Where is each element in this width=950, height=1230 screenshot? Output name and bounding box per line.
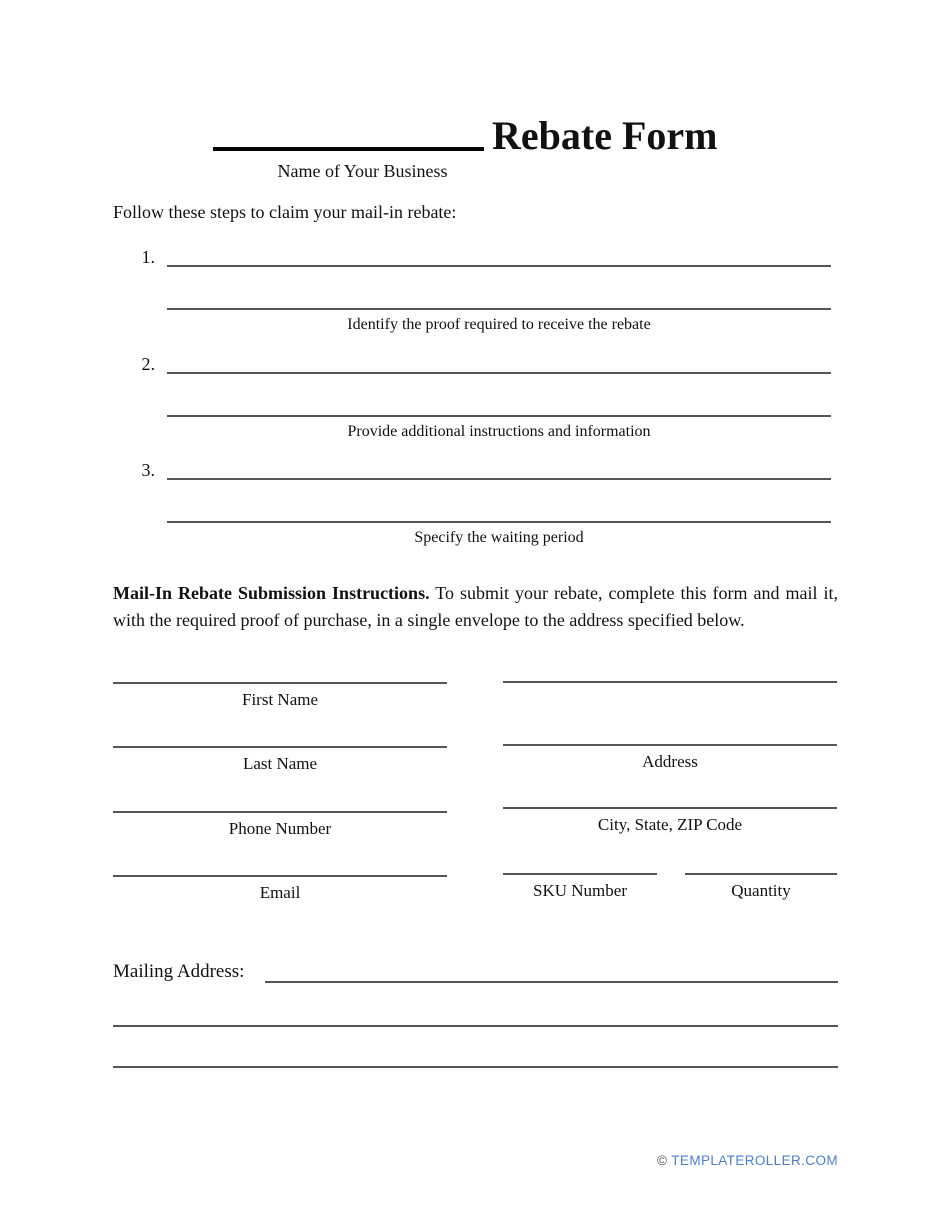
mailing-address-field[interactable] — [265, 981, 838, 983]
step-3-line-2[interactable] — [167, 480, 831, 523]
step-2-number: 2. — [141, 354, 155, 374]
step-3-line-1[interactable] — [167, 456, 831, 480]
first-name-field[interactable] — [113, 682, 447, 710]
step-1 — [113, 243, 831, 334]
submission-instructions-body: To submit your rebate, complete this form and mail it, with the required proof of purchase, in a single envelope to the address specified below. — [113, 583, 838, 630]
submission-instructions — [113, 580, 838, 634]
last-name-caption: Last Name — [242, 754, 318, 773]
copyright-symbol: © — [656, 1153, 668, 1168]
address-field-line-2[interactable] — [503, 744, 837, 772]
templateroller-link[interactable]: TEMPLATEROLLER.COM — [671, 1153, 838, 1168]
email-caption: Email — [259, 883, 301, 902]
step-3 — [113, 456, 831, 547]
business-name-field[interactable] — [213, 116, 484, 151]
step-1-number: 1. — [141, 247, 155, 267]
mailing-address-field-line-2[interactable] — [113, 1025, 838, 1027]
submission-instructions-lead: Mail-In Rebate Submission Instructions. — [113, 583, 430, 603]
mailing-address-label: Mailing Address: — [113, 961, 245, 982]
step-1-line-2[interactable] — [167, 267, 831, 310]
phone-number-caption: Phone Number — [228, 819, 332, 838]
city-state-zip-caption: City, State, ZIP Code — [597, 815, 743, 834]
last-name-field[interactable] — [113, 746, 447, 774]
sku-number-field[interactable] — [503, 873, 657, 901]
address-field-line-1[interactable] — [503, 681, 837, 683]
mailing-address-field-line-3[interactable] — [113, 1066, 838, 1068]
intro-text: Follow these steps to claim your mail-in rebate: — [113, 202, 457, 222]
step-1-line-1[interactable] — [167, 243, 831, 267]
step-3-number: 3. — [141, 460, 155, 480]
step-1-caption: Identify the proof required to receive the rebate — [347, 316, 651, 333]
step-2-line-2[interactable] — [167, 374, 831, 417]
quantity-caption: Quantity — [731, 881, 791, 900]
footer — [657, 1153, 838, 1168]
sku-number-caption: SKU Number — [533, 881, 627, 900]
city-state-zip-field[interactable] — [503, 807, 837, 835]
page-title: Rebate Form — [492, 113, 718, 158]
first-name-caption: First Name — [241, 690, 319, 709]
email-field[interactable] — [113, 875, 447, 903]
phone-number-field[interactable] — [113, 811, 447, 839]
address-caption: Address — [642, 752, 698, 771]
step-2-caption: Provide additional instructions and information — [347, 423, 651, 440]
business-name-caption: Name of Your Business — [277, 161, 448, 181]
step-2-line-1[interactable] — [167, 350, 831, 374]
step-2 — [113, 350, 831, 441]
quantity-field[interactable] — [685, 873, 837, 901]
step-3-caption: Specify the waiting period — [414, 529, 584, 546]
